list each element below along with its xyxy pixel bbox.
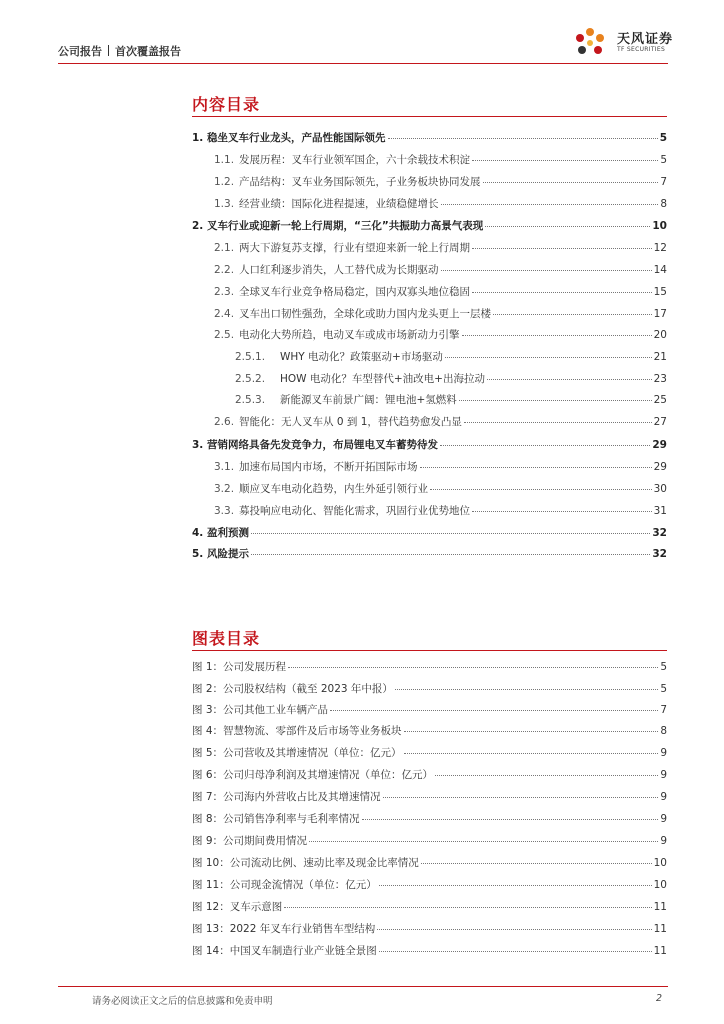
toc-entry-number: 2.1. [214, 242, 235, 254]
toc-entry-number: 3. [192, 439, 204, 451]
toc-entry-title: 产品结构：叉车业务国际领先，子业务板块协同发展 [239, 176, 481, 188]
toc-entry-title: 营销网络具备先发竞争力，布局锂电叉车蓄势待发 [207, 439, 438, 451]
toc-entry-number: 2.4. [214, 308, 235, 320]
toc-leader-dots [472, 160, 658, 161]
toc-entry-page: 5 [660, 154, 667, 166]
figure-entry[interactable] [192, 767, 667, 782]
figures-title-rule [192, 650, 667, 651]
toc-entry-title: 经营业绩：国际化进程提速，业绩稳健增长 [239, 198, 439, 210]
header-divider [108, 45, 109, 56]
toc-entry-title: 募投响应电动化、智能化需求，巩固行业优势地位 [239, 505, 470, 517]
figure-entry[interactable] [192, 681, 667, 696]
contents-title: 内容目录 [192, 95, 261, 114]
toc-leader-dots [251, 533, 650, 534]
toc-leader-dots [464, 422, 652, 423]
figure-entry-title: 图 9：公司期间费用情况 [192, 835, 308, 847]
figure-entry-title: 图 13：2022 年叉车行业销售车型结构 [192, 923, 376, 935]
figure-entry-page: 10 [653, 857, 667, 869]
toc-entry[interactable] [214, 306, 667, 321]
toc-leader-dots [472, 248, 652, 249]
figure-entry-title: 图 8：公司销售净利率与毛利率情况 [192, 813, 360, 825]
toc-entry-number: 2.6. [214, 416, 235, 428]
toc-leader-dots [483, 182, 659, 183]
toc-entry[interactable] [214, 174, 667, 189]
figure-entry-page: 10 [653, 879, 667, 891]
toc-entry-page: 29 [653, 461, 667, 473]
toc-entry-title: WHY 电动化？政策驱动+市场驱动 [280, 351, 443, 363]
toc-leader-dots [459, 400, 652, 401]
toc-entry-page: 32 [652, 548, 667, 560]
header-rule [58, 63, 668, 64]
toc-entry[interactable] [192, 546, 667, 561]
figure-entry[interactable] [192, 659, 667, 674]
toc-leader-dots [441, 270, 652, 271]
figure-entry-title: 图 14：中国叉车制造行业产业链全景图 [192, 945, 377, 957]
figure-entry-page: 9 [660, 835, 667, 847]
toc-entry[interactable] [214, 503, 667, 518]
toc-entry-number: 2.5. [214, 329, 235, 341]
toc-entry-number: 2.5.2. [235, 373, 266, 385]
toc-leader-dots [472, 292, 652, 293]
figure-leader-dots [362, 819, 659, 820]
toc-entry-page: 10 [652, 220, 667, 232]
figure-entry-page: 11 [653, 923, 667, 935]
toc-entry-page: 30 [653, 483, 667, 495]
toc-entry[interactable] [214, 481, 667, 496]
figure-entry-page: 11 [653, 901, 667, 913]
figure-entry[interactable] [192, 921, 667, 936]
figure-entry[interactable] [192, 745, 667, 760]
toc-entry[interactable] [192, 218, 667, 233]
figure-leader-dots [379, 951, 652, 952]
figure-entry-title: 图 1：公司发展历程 [192, 661, 287, 673]
toc-entry[interactable] [235, 392, 667, 407]
toc-entry-number: 4. [192, 527, 204, 539]
figure-entry-page: 5 [660, 683, 667, 695]
toc-entry-number: 2.2. [214, 264, 235, 276]
toc-leader-dots [445, 357, 652, 358]
toc-leader-dots [388, 138, 658, 139]
figure-leader-dots [435, 775, 658, 776]
figure-entry[interactable] [192, 723, 667, 738]
contents-title-rule [192, 116, 667, 117]
toc-entry-title: 新能源叉车前景广阔：锂电池+氢燃料 [280, 394, 457, 406]
figure-entry[interactable] [192, 833, 667, 848]
toc-entry-title: 稳坐叉车行业龙头，产品性能国际领先 [207, 132, 386, 144]
toc-entry-title: 加速布局国内市场，不断开拓国际市场 [239, 461, 418, 473]
toc-entry-title: 叉车出口韧性强劲，全球化或助力国内龙头更上一层楼 [239, 308, 491, 320]
figure-leader-dots [379, 885, 652, 886]
toc-entry-number: 1.1. [214, 154, 235, 166]
report-subtype: 首次覆盖报告 [115, 45, 181, 58]
figure-entry[interactable] [192, 855, 667, 870]
toc-leader-dots [430, 489, 652, 490]
toc-entry[interactable] [214, 284, 667, 299]
toc-entry[interactable] [235, 349, 667, 364]
toc-entry-number: 5. [192, 548, 204, 560]
figure-entry-page: 5 [660, 661, 667, 673]
figure-leader-dots [284, 907, 651, 908]
toc-entry-number: 3.1. [214, 461, 235, 473]
toc-entry[interactable] [192, 130, 667, 145]
toc-entry-page: 12 [653, 242, 667, 254]
toc-leader-dots [462, 335, 652, 336]
figure-entry-page: 9 [660, 813, 667, 825]
toc-entry-title: 风险提示 [207, 548, 249, 560]
report-header [58, 43, 181, 59]
footer-rule [58, 986, 668, 987]
toc-entry-number: 2.5.3. [235, 394, 266, 406]
toc-leader-dots [485, 226, 650, 227]
figure-entry-title: 图 5：公司营收及其增速情况（单位：亿元） [192, 747, 402, 759]
figure-leader-dots [404, 753, 659, 754]
toc-entry-number: 1.2. [214, 176, 235, 188]
toc-entry-number: 1.3. [214, 198, 235, 210]
toc-entry-title: 盈利预测 [207, 527, 249, 539]
logo-name-cn: 天风证券 [617, 32, 674, 47]
toc-entry[interactable] [214, 459, 667, 474]
footer-disclaimer: 请务必阅读正文之后的信息披露和免责申明 [92, 996, 273, 1007]
toc-entry-title: 电动化大势所趋，电动叉车或成市场新动力引擎 [239, 329, 460, 341]
figure-leader-dots [421, 863, 652, 864]
figure-entry[interactable] [192, 789, 667, 804]
toc-entry-page: 20 [653, 329, 667, 341]
figure-entry-page: 11 [653, 945, 667, 957]
toc-entry[interactable] [192, 525, 667, 540]
toc-entry[interactable] [235, 371, 667, 386]
toc-leader-dots [493, 314, 652, 315]
report-type: 公司报告 [58, 45, 102, 58]
toc-entry-title: 发展历程：叉车行业领军国企，六十余载技术积淀 [239, 154, 470, 166]
figure-entry-title: 图 2：公司股权结构（截至 2023 年中报） [192, 683, 393, 695]
figure-entry-title: 图 3：公司其他工业车辆产品 [192, 704, 329, 716]
figure-leader-dots [404, 731, 659, 732]
figure-entry-page: 9 [660, 747, 667, 759]
toc-entry-page: 5 [659, 132, 667, 144]
figure-entry-title: 图 12：叉车示意图 [192, 901, 283, 913]
toc-leader-dots [251, 554, 650, 555]
figure-entry[interactable] [192, 899, 667, 914]
toc-leader-dots [487, 379, 652, 380]
toc-entry[interactable] [214, 240, 667, 255]
figure-leader-dots [383, 797, 659, 798]
figure-leader-dots [377, 929, 651, 930]
logo-name-en: TF SECURITIES [617, 46, 666, 53]
toc-leader-dots [441, 204, 659, 205]
toc-entry-page: 31 [653, 505, 667, 517]
toc-entry-title: 顺应叉车电动化趋势，内生外延引领行业 [239, 483, 428, 495]
figure-entry[interactable] [192, 877, 667, 892]
figures-title: 图表目录 [192, 629, 261, 648]
figure-leader-dots [330, 710, 658, 711]
toc-entry-number: 3.3. [214, 505, 235, 517]
toc-entry-page: 8 [660, 198, 667, 210]
toc-entry-page: 14 [653, 264, 667, 276]
toc-entry-title: 叉车行业或迎新一轮上行周期，“三化”共振助力高景气表现 [207, 220, 484, 232]
figure-entry-title: 图 4：智慧物流、零部件及后市场等业务板块 [192, 725, 402, 737]
toc-entry[interactable] [214, 327, 667, 342]
toc-entry[interactable] [192, 437, 667, 452]
toc-entry-title: HOW 电动化？车型替代+油改电+出海拉动 [280, 373, 485, 385]
toc-entry-page: 7 [660, 176, 667, 188]
toc-entry[interactable] [214, 152, 667, 167]
page-number: 2 [656, 993, 663, 1004]
toc-entry-number: 2.3. [214, 286, 235, 298]
figure-entry-title: 图 10：公司流动比例、速动比率及现金比率情况 [192, 857, 419, 869]
figure-entry-title: 图 6：公司归母净利润及其增速情况（单位：亿元） [192, 769, 434, 781]
toc-entry-title: 人口红利逐步消失，人工替代成为长期驱动 [239, 264, 439, 276]
figure-entry-title: 图 11：公司现金流情况（单位：亿元） [192, 879, 377, 891]
toc-entry-title: 两大下游复苏支撑，行业有望迎来新一轮上行周期 [239, 242, 470, 254]
toc-entry-number: 1. [192, 132, 204, 144]
toc-entry-number: 3.2. [214, 483, 235, 495]
toc-entry-page: 29 [652, 439, 667, 451]
toc-entry-page: 23 [653, 373, 667, 385]
toc-entry-page: 15 [653, 286, 667, 298]
figure-leader-dots [288, 667, 658, 668]
toc-entry[interactable] [214, 262, 667, 277]
toc-entry-number: 2. [192, 220, 204, 232]
toc-entry-page: 27 [653, 416, 667, 428]
toc-leader-dots [440, 445, 650, 446]
figure-entry-page: 8 [660, 725, 667, 737]
toc-entry-page: 32 [652, 527, 667, 539]
figure-entry-page: 9 [660, 791, 667, 803]
figure-leader-dots [309, 841, 658, 842]
figure-entry-page: 9 [660, 769, 667, 781]
figure-entry[interactable] [192, 811, 667, 826]
figure-leader-dots [395, 689, 658, 690]
toc-leader-dots [472, 511, 652, 512]
toc-entry-page: 17 [653, 308, 667, 320]
toc-entry[interactable] [214, 414, 667, 429]
toc-entry-page: 25 [653, 394, 667, 406]
figure-entry-page: 7 [660, 704, 667, 716]
figure-entry-title: 图 7：公司海内外营收占比及其增速情况 [192, 791, 381, 803]
toc-entry-number: 2.5.1. [235, 351, 266, 363]
figure-entry[interactable] [192, 943, 667, 958]
toc-entry-title: 全球叉车行业竞争格局稳定，国内双寡头地位稳固 [239, 286, 470, 298]
toc-leader-dots [420, 467, 652, 468]
toc-entry-title: 智能化：无人叉车从 0 到 1，替代趋势愈发凸显 [239, 416, 462, 428]
toc-entry[interactable] [214, 196, 667, 211]
toc-entry-page: 21 [653, 351, 667, 363]
figure-entry[interactable] [192, 702, 667, 717]
